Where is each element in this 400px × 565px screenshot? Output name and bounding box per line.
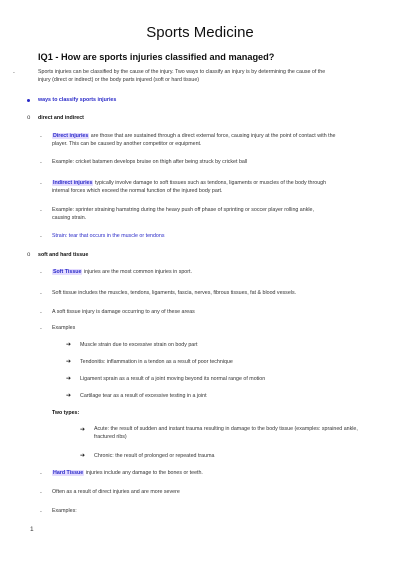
intro-line-1: Sports injuries can be classified by the cause of the injury. Two ways to classify an injury is by determining the cause of the [38,69,326,75]
indirect-example [52,206,387,223]
arrow-icon: ➔ [80,453,86,459]
soft-tissue-term: Soft Tissue [53,269,82,275]
indirect-paragraph [52,179,387,196]
soft-tissue-includes: Soft tissue includes the muscles, tendons, ligaments, fascia, nerves, fibrous tissues, fat & blood vessels. [52,290,297,296]
subheading-direct-indirect: direct and indirect [38,115,84,121]
dash-bullet: - [40,270,42,276]
example-item: Tendonitis: inflammation in a tendon as a result of poor technique [80,359,233,365]
acute-line-2: fractured ribs) [94,434,127,441]
dash-bullet: - [13,70,15,76]
direct-text-1: are those that are sustained through a direct external force, causing injury at the point of contact with the [89,133,336,139]
soft-tissue-text: injuries are the most common injuries in sport. [82,269,192,275]
two-types-label: Two types: [52,410,80,416]
example-item: Cartilage tear as a result of excessive testing in a joint [80,393,207,399]
acute-line-1: Acute: the result of sudden and instant trauma resulting in damage to the body tissue (examples: sprained ankle, [94,426,358,432]
circle-bullet-icon: o [27,115,31,121]
example-item: Ligament sprain as a result of a joint moving beyond its normal range of motion [80,376,266,382]
dash-bullet: - [40,208,42,214]
direct-example: Example: cricket batsmen develops bruise on thigh after being struck by cricket ball [52,159,248,165]
subheading-soft-hard: soft and hard tissue [38,252,89,258]
dash-bullet: - [40,490,42,496]
dash-bullet: - [40,291,42,297]
indirect-text-1: typically involve damage to soft tissues such as tendons, ligaments or muscles of the body through [93,180,327,186]
dash-bullet: - [40,326,42,332]
direct-text-2: player. This can be caused by another competitor or equipment. [52,141,202,148]
example-item: Muscle strain due to excessive strain on body part [80,342,198,348]
arrow-icon: ➔ [66,376,72,382]
dash-bullet: - [40,234,42,240]
dash-bullet: - [40,471,42,477]
indirect-term: Indirect injuries [53,180,93,186]
soft-tissue-definition: A soft tissue injury is damage occurring to any of these areas [52,309,195,315]
page-title: Sports Medicine [146,24,254,41]
hard-tissue-examples-label: Examples: [52,508,77,514]
dash-bullet: - [40,160,42,166]
indirect-text-2: internal forces which exceed the normal function of the injured body part. [52,188,223,195]
circle-bullet-icon: o [27,252,31,258]
arrow-icon: ➔ [66,359,72,365]
arrow-icon: ➔ [80,427,86,433]
dash-bullet: - [40,181,42,187]
examples-label: Examples [52,325,76,331]
dash-bullet: - [40,134,42,140]
indirect-example-line-1: Example: sprinter straining hamstring during the heavy push off phase of sprinting or soccer player rolling ankle, [52,207,314,213]
hard-tissue-text: injuries include any damage to the bones or teeth. [84,470,203,476]
section-heading: ways to classify sports injuries [38,97,117,103]
dash-bullet: - [40,310,42,316]
question-heading: IQ1 - How are sports injuries classified and managed? [38,52,275,62]
hard-tissue-note: Often as a result of direct injuries and are more severe [52,489,180,495]
intro-line-2: injury (direct or indirect) or the body parts injured (soft or hard tissue) [38,77,200,84]
hard-tissue-term: Hard Tissue [53,470,84,476]
soft-tissue-intro [52,268,192,276]
indirect-example-line-2: causing strain. [52,215,87,222]
arrow-icon: ➔ [66,342,72,348]
bullet-dot-icon [27,99,30,102]
page-number: 1 [30,526,34,533]
direct-term: Direct injuries [53,133,89,139]
dash-bullet: - [40,509,42,515]
hard-tissue-intro [52,469,203,477]
intro-paragraph [38,68,383,85]
acute-definition [94,425,389,442]
arrow-icon: ➔ [66,393,72,399]
chronic-definition: Chronic: the result of prolonged or repeated trauma [94,453,215,459]
strain-definition: Strain: tear that occurs in the muscle or tendons [52,233,165,239]
direct-paragraph [52,132,387,149]
